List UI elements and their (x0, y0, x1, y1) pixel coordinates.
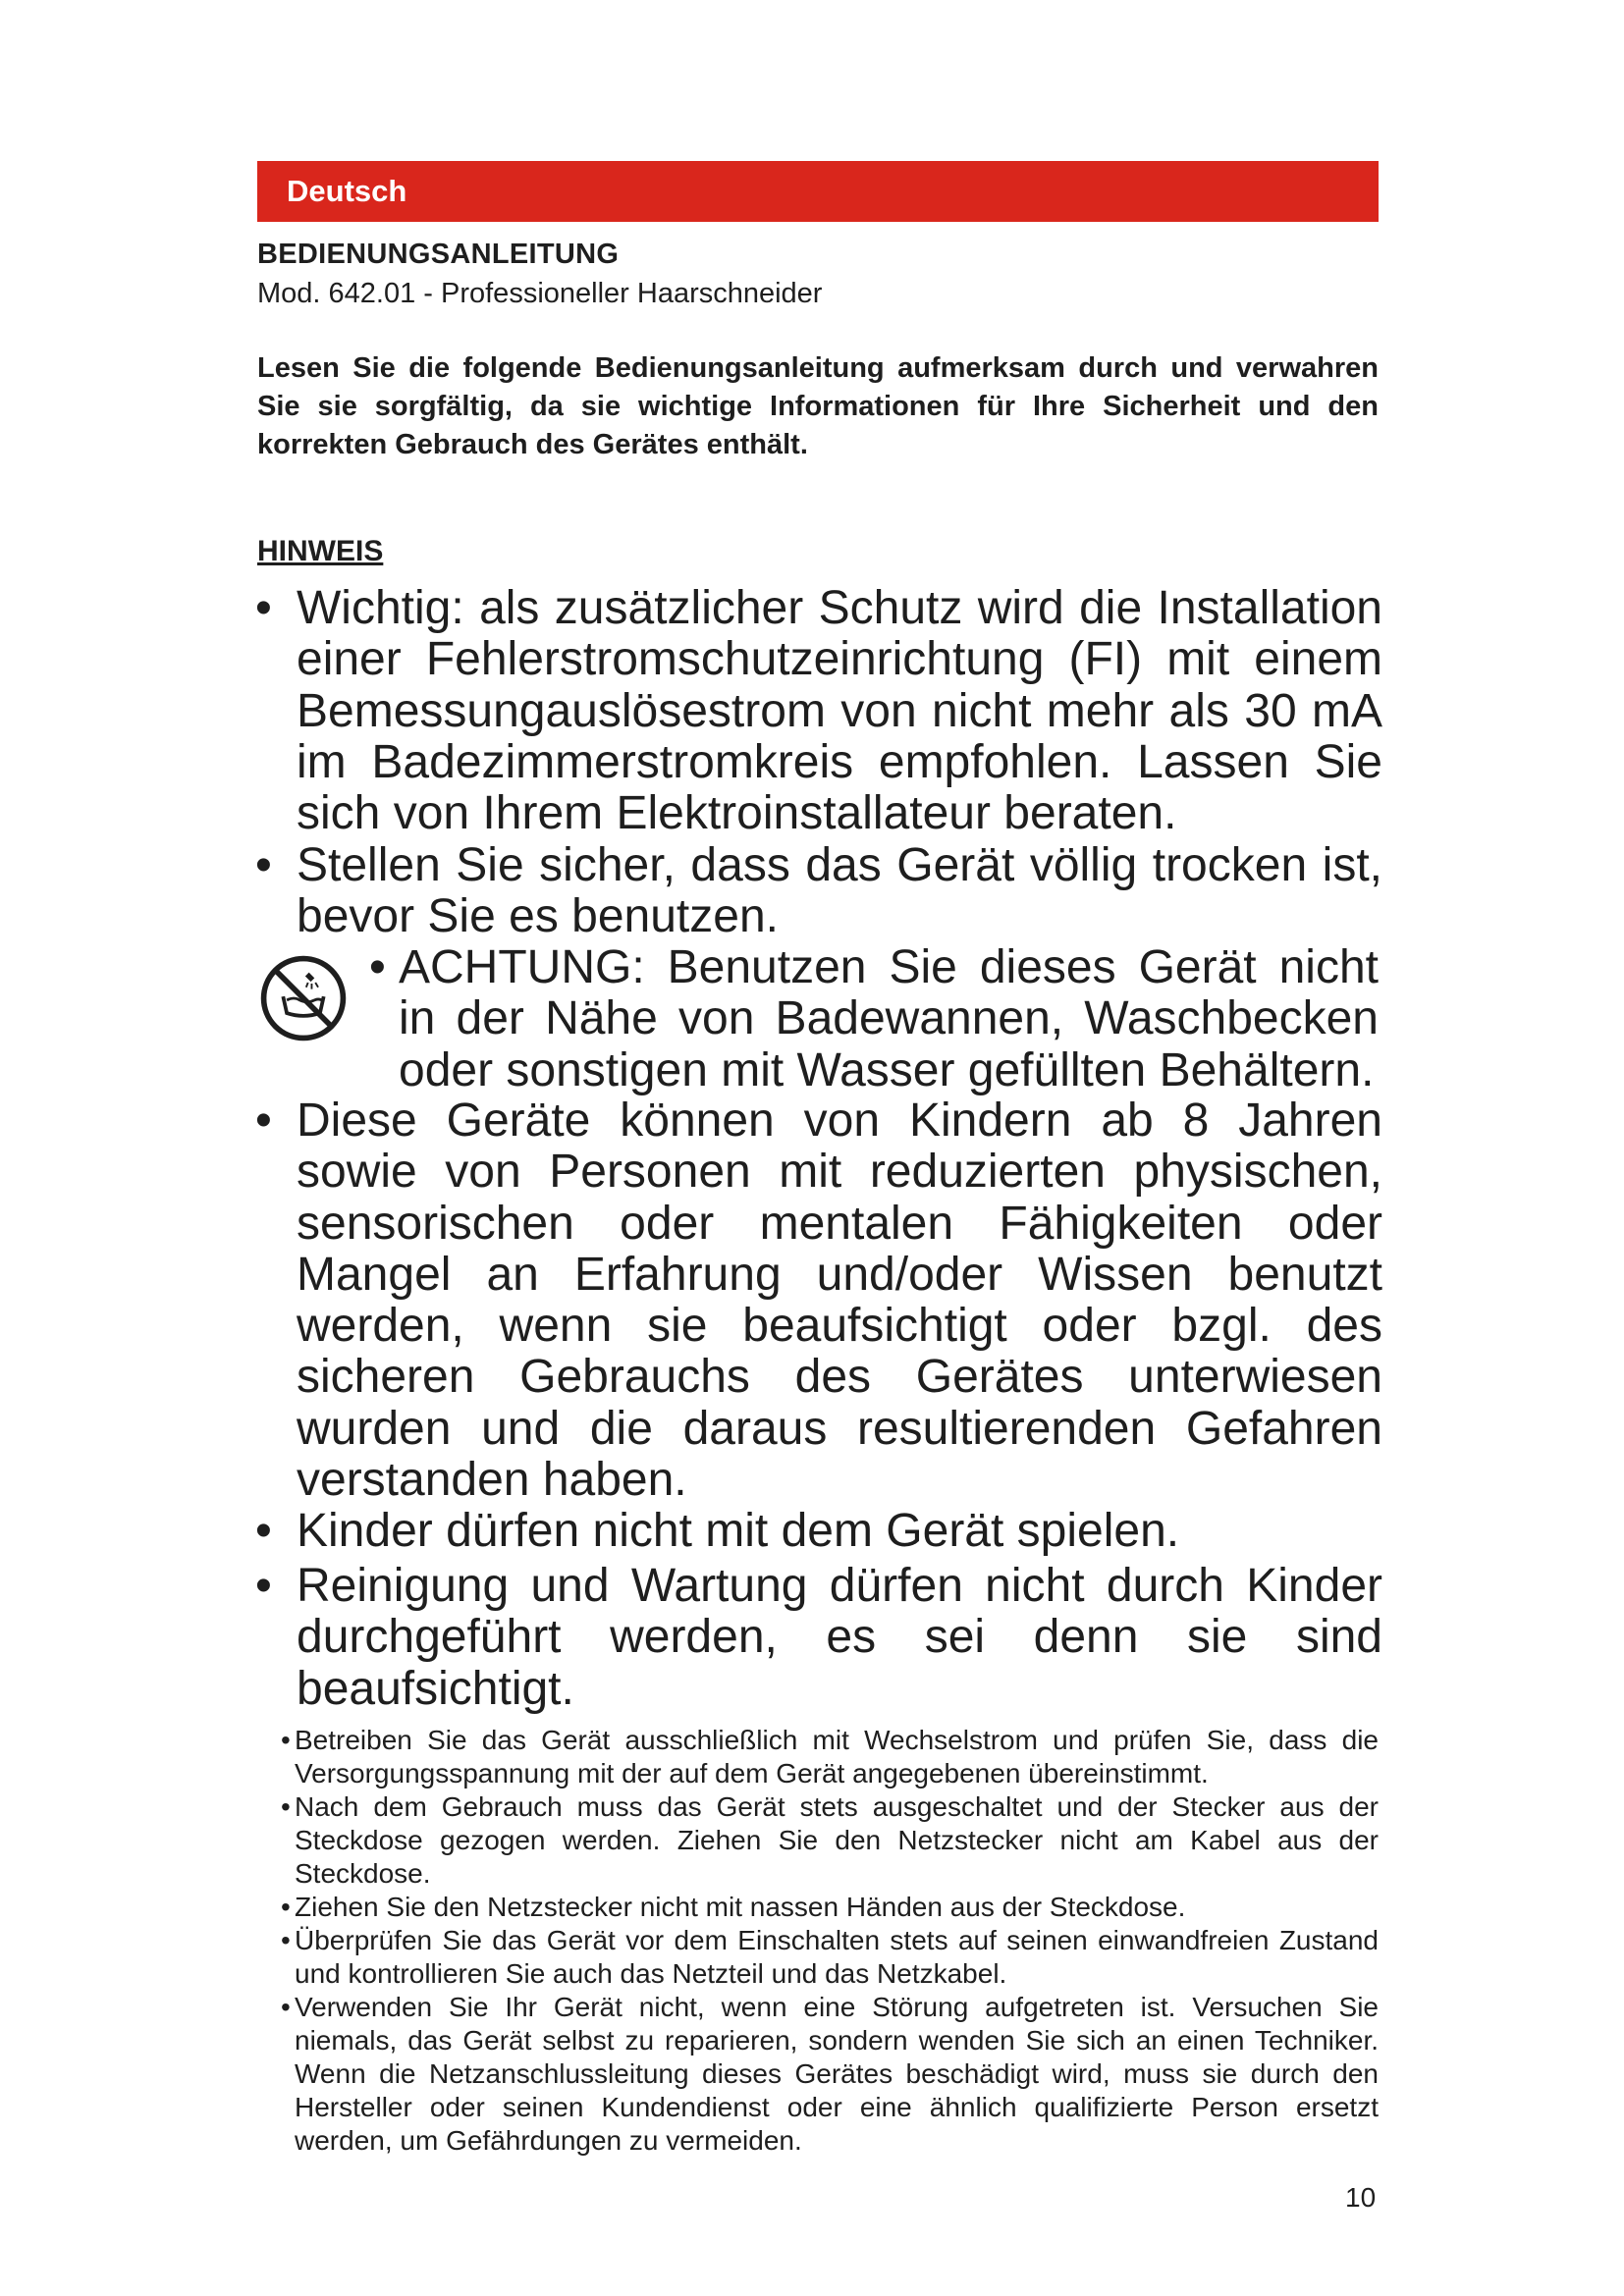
notice-heading: HINWEIS (257, 535, 384, 567)
notice-item-dry-device (255, 839, 1382, 943)
notice-item-ac-power (281, 1724, 1379, 1790)
bullet: • (281, 1725, 291, 1755)
notice-item-no-play (255, 1505, 1382, 1557)
notice-item-text: Kinder dürfen nicht mit dem Gerät spielen. (297, 1505, 1180, 1557)
notice-item-children-8-years (255, 1095, 1382, 1507)
notice-item-text: Verwenden Sie Ihr Gerät nicht, wenn eine Störung aufgetreten ist. Versuchen Sie niemals, das Gerät selbst zu reparieren, sondern wenden Sie sich an einen Techniker. Wenn die Netzanschlussleitung dieses Gerätes beschädigt wird, muss sie durch den Hersteller oder seinen Kundendienst oder eine ähnlich qualifizierte Person ersetzt werden, um Gefährdungen zu vermeiden. (295, 1992, 1379, 2156)
language-bar (257, 161, 1379, 222)
bullet: • (281, 1992, 291, 2022)
notice-item-text: Überprüfen Sie das Gerät vor dem Einschalten stets auf seinen einwandfreien Zustand und kontrollieren Sie auch das Netzteil und das Netzkabel. (295, 1925, 1379, 1989)
notice-item-check-device (281, 1924, 1379, 1991)
notice-item-wet-hands (281, 1891, 1379, 1924)
notice-item-unplug (281, 1790, 1379, 1891)
no-water-warning-icon (257, 952, 350, 1044)
notice-item-text: Wichtig: als zusätzlicher Schutz wird die Installation einer Fehlerstromschutzeinrichtung (FI) mit einem Bemessungauslösestrom von nicht mehr als 30 mA im Badezimmerstromkreis empfohlen. Lassen Sie sich von Ihrem Elektroinstallateur beraten. (297, 582, 1382, 840)
bullet: • (255, 1095, 272, 1147)
bullet: • (281, 1892, 291, 1922)
notice-item-text: ACHTUNG: Benutzen Sie dieses Gerät nicht in der Nähe von Badewannen, Waschbecken oder sonstigen mit Wasser gefüllten Behältern. (399, 941, 1379, 1096)
bullet: • (255, 1560, 272, 1612)
model-line: Mod. 642.01 - Professioneller Haarschneider (257, 278, 823, 309)
intro-paragraph: Lesen Sie die folgende Bedienungsanleitung aufmerksam durch und verwahren Sie sie sorgfältig, da sie wichtige Informationen für Ihre Sicherheit und den korrekten Gebrauch des Gerätes enthält. (257, 352, 1379, 460)
bullet: • (255, 839, 272, 891)
bullet: • (281, 1791, 291, 1822)
notice-item-text: Nach dem Gebrauch muss das Gerät stets ausgeschaltet und der Stecker aus der Steckdose gezogen werden. Ziehen Sie den Netzstecker nicht am Kabel aus der Steckdose. (295, 1791, 1379, 1889)
notice-item-text: Betreiben Sie das Gerät ausschließlich mit Wechselstrom und prüfen Sie, dass die Versorgungsspannung mit der auf dem Gerät angegebenen übereinstimmt. (295, 1725, 1379, 1789)
bullet: • (255, 582, 272, 634)
bullet: • (369, 941, 386, 993)
notice-item-achtung (369, 941, 1379, 1096)
page-number: 10 (1345, 2182, 1377, 2213)
notice-item-cleaning (255, 1560, 1382, 1715)
notice-item-malfunction (281, 1991, 1379, 2158)
notice-item-text: Stellen Sie sicher, dass das Gerät völlig trocken ist, bevor Sie es benutzen. (297, 839, 1382, 943)
bullet: • (281, 1925, 291, 1955)
bullet: • (255, 1505, 272, 1557)
notice-item-text: Ziehen Sie den Netzstecker nicht mit nassen Händen aus der Steckdose. (295, 1892, 1186, 1922)
notice-item-text: Reinigung und Wartung dürfen nicht durch Kinder durchgeführt werden, es sei denn sie sind beaufsichtigt. (297, 1560, 1382, 1715)
notice-item-fi-protection (255, 582, 1382, 840)
document-title: BEDIENUNGSANLEITUNG (257, 239, 620, 270)
notice-item-text: Diese Geräte können von Kindern ab 8 Jahren sowie von Personen mit reduzierten physischen, sensorischen oder mentalen Fähigkeiten oder Mangel an Erfahrung und/oder Wissen benutzt werden, wenn sie beaufsichtigt oder bzgl. des sicheren Gebrauchs des Gerätes unterwiesen wurden und die daraus resultierenden Gefahren verstanden haben. (297, 1095, 1382, 1507)
language-label: Deutsch (287, 174, 407, 208)
